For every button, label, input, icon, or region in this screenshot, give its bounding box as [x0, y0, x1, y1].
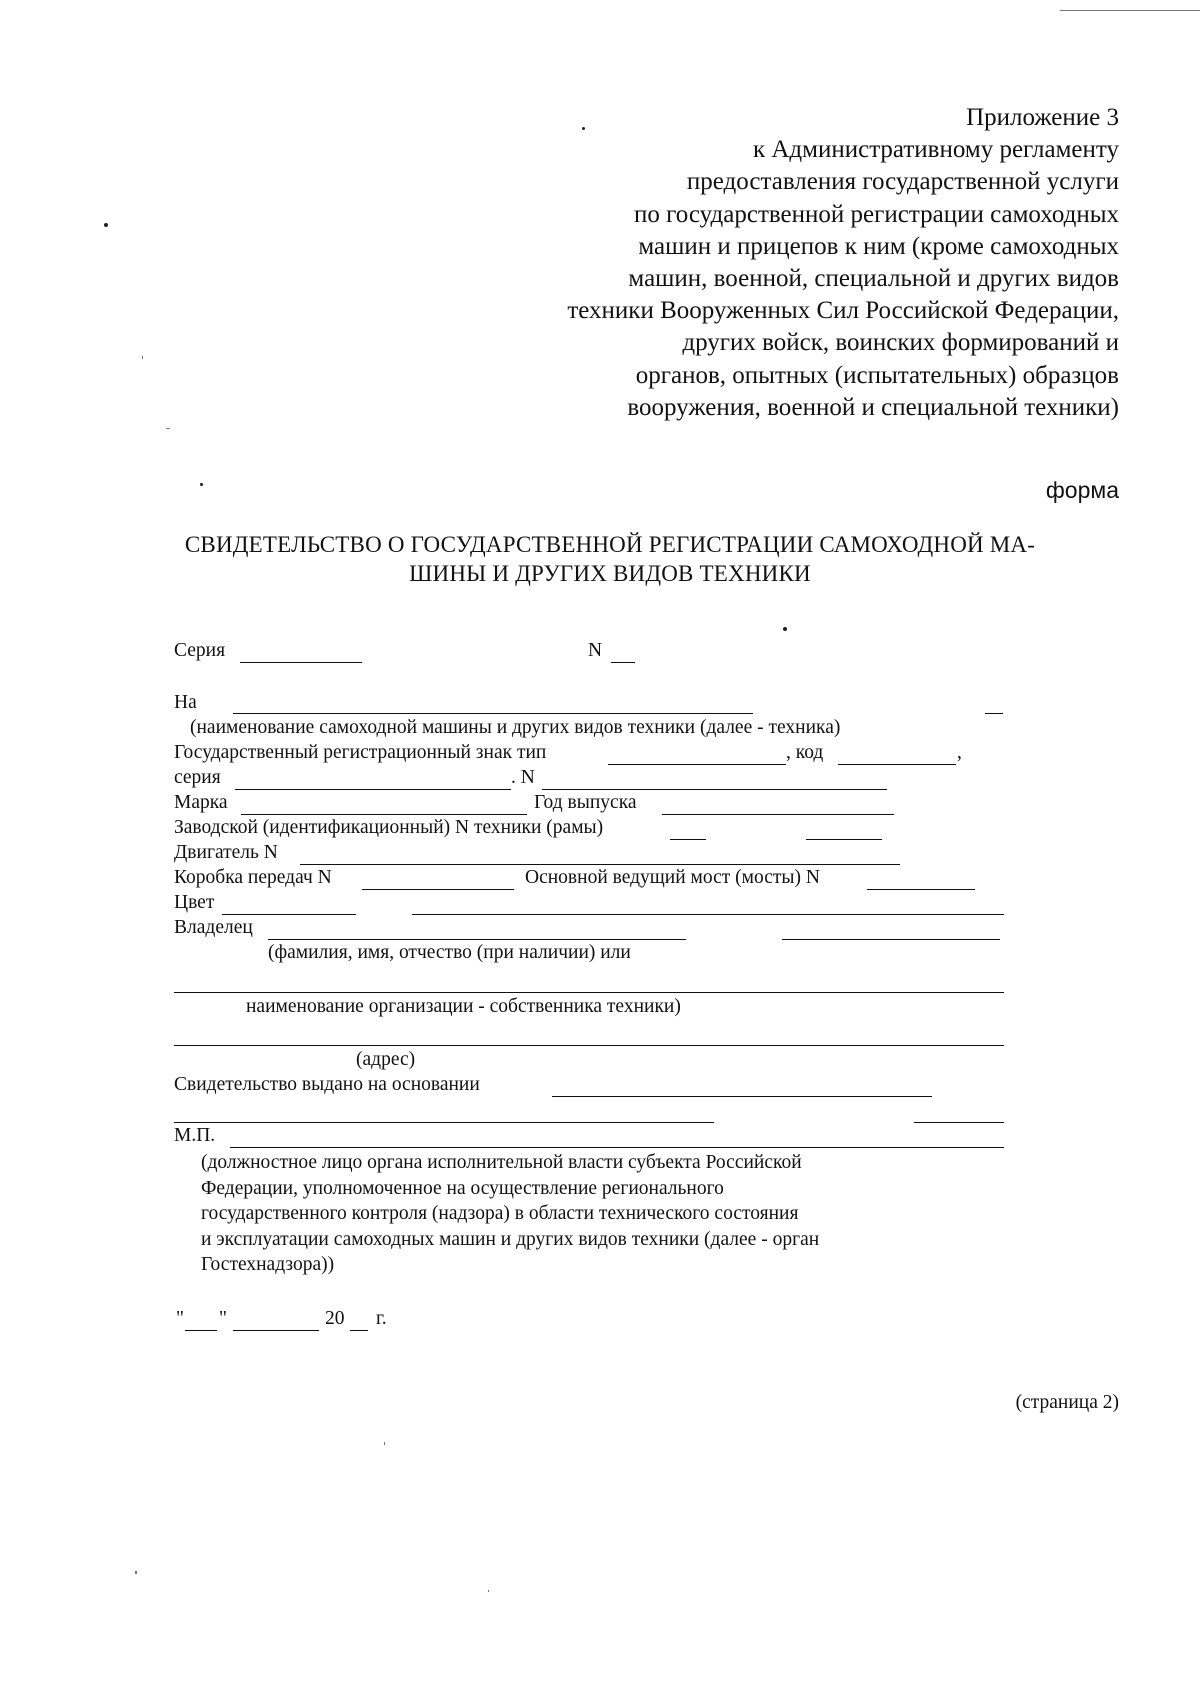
appendix-line: органов, опытных (испытательных) образцов: [635, 361, 1119, 389]
appendix-header: [567, 102, 1119, 424]
scan-mark: [488, 1590, 489, 1592]
basis-field-3[interactable]: [914, 1122, 1004, 1123]
gearbox-label: Коробка передач N: [174, 867, 332, 888]
scan-speck: [200, 483, 203, 486]
series-field[interactable]: [240, 662, 362, 663]
appendix-line: машин и прицепов к ним (кроме самоходных: [638, 232, 1119, 260]
engine-field[interactable]: [300, 864, 900, 865]
main-axle-label: Основной ведущий мост (мосты) N: [525, 867, 820, 888]
scan-mark: [142, 356, 143, 359]
code-comma: ,: [957, 742, 962, 763]
code-field[interactable]: [838, 764, 956, 765]
date-day-field[interactable]: [185, 1330, 217, 1331]
basis-field-2[interactable]: [174, 1122, 714, 1123]
scan-speck: [104, 223, 108, 227]
seria-label: серия: [174, 767, 221, 788]
color-label: Цвет: [174, 892, 215, 913]
date-open-quote: ": [176, 1308, 184, 1329]
gearbox-field[interactable]: [362, 889, 514, 890]
basis-label: Свидетельство выдано на основании: [174, 1074, 480, 1095]
number-field[interactable]: [611, 662, 635, 663]
official-field[interactable]: [230, 1147, 1004, 1148]
appendix-line: Приложение 3: [966, 104, 1119, 131]
main-axle-field[interactable]: [867, 889, 975, 890]
address-field[interactable]: [174, 1045, 1004, 1046]
code-label: , код: [786, 742, 824, 763]
factory-number-field[interactable]: [670, 839, 706, 840]
color-field[interactable]: [222, 914, 356, 915]
color-field-2[interactable]: [412, 914, 1004, 915]
scan-mark: [135, 1571, 137, 1574]
form-label: форма: [1045, 477, 1119, 503]
scan-mark: [166, 428, 170, 429]
official-caption-line: государственного контроля (надзора) в области технического состояния: [201, 1203, 799, 1225]
scan-mark: [384, 1442, 385, 1445]
appendix-line: по государственной регистрации самоходных: [633, 200, 1119, 228]
official-caption-line: Федерации, уполномоченное на осуществление регионального: [201, 1177, 724, 1199]
appendix-line: техники Вооруженных Сил Российской Федерации,: [567, 297, 1119, 325]
official-caption: [201, 1150, 819, 1278]
brand-label: Марка: [174, 792, 228, 813]
date-year-prefix: 20: [325, 1308, 345, 1329]
scan-speck: [783, 627, 787, 631]
official-caption-line: и эксплуатации самоходных машин и других видов техники (далее - орган: [201, 1228, 820, 1250]
engine-label: Двигатель N: [174, 842, 278, 863]
brand-field[interactable]: [241, 814, 527, 815]
seria-number-field[interactable]: [542, 789, 887, 790]
title-line: СВИДЕТЕЛЬСТВО О ГОСУДАРСТВЕННОЙ РЕГИСТРАЦИИ САМОХОДНОЙ МА-: [184, 532, 1036, 557]
owner-field-2[interactable]: [782, 939, 1000, 940]
na-label: На: [174, 692, 197, 713]
reg-sign-type-label: Государственный регистрационный знак тип: [174, 742, 547, 763]
owner-caption-2: наименование организации - собственника техники): [246, 996, 681, 1017]
appendix-line: предоставления государственной услуги: [686, 168, 1119, 196]
vehicle-name-caption: (наименование самоходной машины и других видов техники (далее - техника): [190, 717, 841, 738]
seria-field[interactable]: [235, 789, 511, 790]
appendix-line: вооружения, военной и специальной техники): [627, 393, 1119, 421]
factory-number-field-2[interactable]: [806, 839, 882, 840]
reg-sign-type-field[interactable]: [608, 764, 786, 765]
basis-field[interactable]: [552, 1096, 932, 1097]
owner-name-field[interactable]: [174, 992, 1004, 993]
owner-caption-1: (фамилия, имя, отчество (при наличии) или: [268, 942, 631, 963]
seria-number-label: . N: [511, 767, 535, 788]
factory-number-label: Заводской (идентификационный) N техники (рамы): [174, 817, 604, 838]
owner-label: Владелец: [174, 917, 253, 938]
document-title: [130, 530, 1090, 588]
vehicle-name-field-end[interactable]: [985, 713, 1003, 714]
official-caption-line: (должностное лицо органа исполнительной власти субъекта Российской: [201, 1152, 802, 1173]
page-edge-line: [1060, 10, 1200, 11]
year-field[interactable]: [662, 814, 894, 815]
address-caption: (адрес): [356, 1049, 416, 1070]
title-line: ШИНЫ И ДРУГИХ ВИДОВ ТЕХНИКИ: [409, 561, 811, 586]
year-label: Год выпуска: [534, 792, 637, 813]
series-label: Серия: [174, 640, 226, 661]
official-caption-line: Гостехнадзора)): [201, 1254, 335, 1276]
date-year-suffix: г.: [376, 1308, 387, 1329]
owner-field[interactable]: [268, 939, 686, 940]
appendix-line: других войск, воинских формирований и: [682, 329, 1119, 357]
stamp-label: М.П.: [174, 1125, 216, 1146]
date-close-quote: ": [219, 1308, 227, 1329]
date-year-field[interactable]: [350, 1330, 368, 1331]
appendix-line: к Административному регламенту: [752, 136, 1119, 164]
vehicle-name-field[interactable]: [233, 713, 753, 714]
scan-speck: [582, 127, 585, 130]
date-month-field[interactable]: [233, 1330, 319, 1331]
page-note: (страница 2): [1015, 1392, 1119, 1413]
appendix-line: машин, военной, специальной и других видов: [628, 265, 1119, 293]
number-label: N: [588, 640, 603, 661]
